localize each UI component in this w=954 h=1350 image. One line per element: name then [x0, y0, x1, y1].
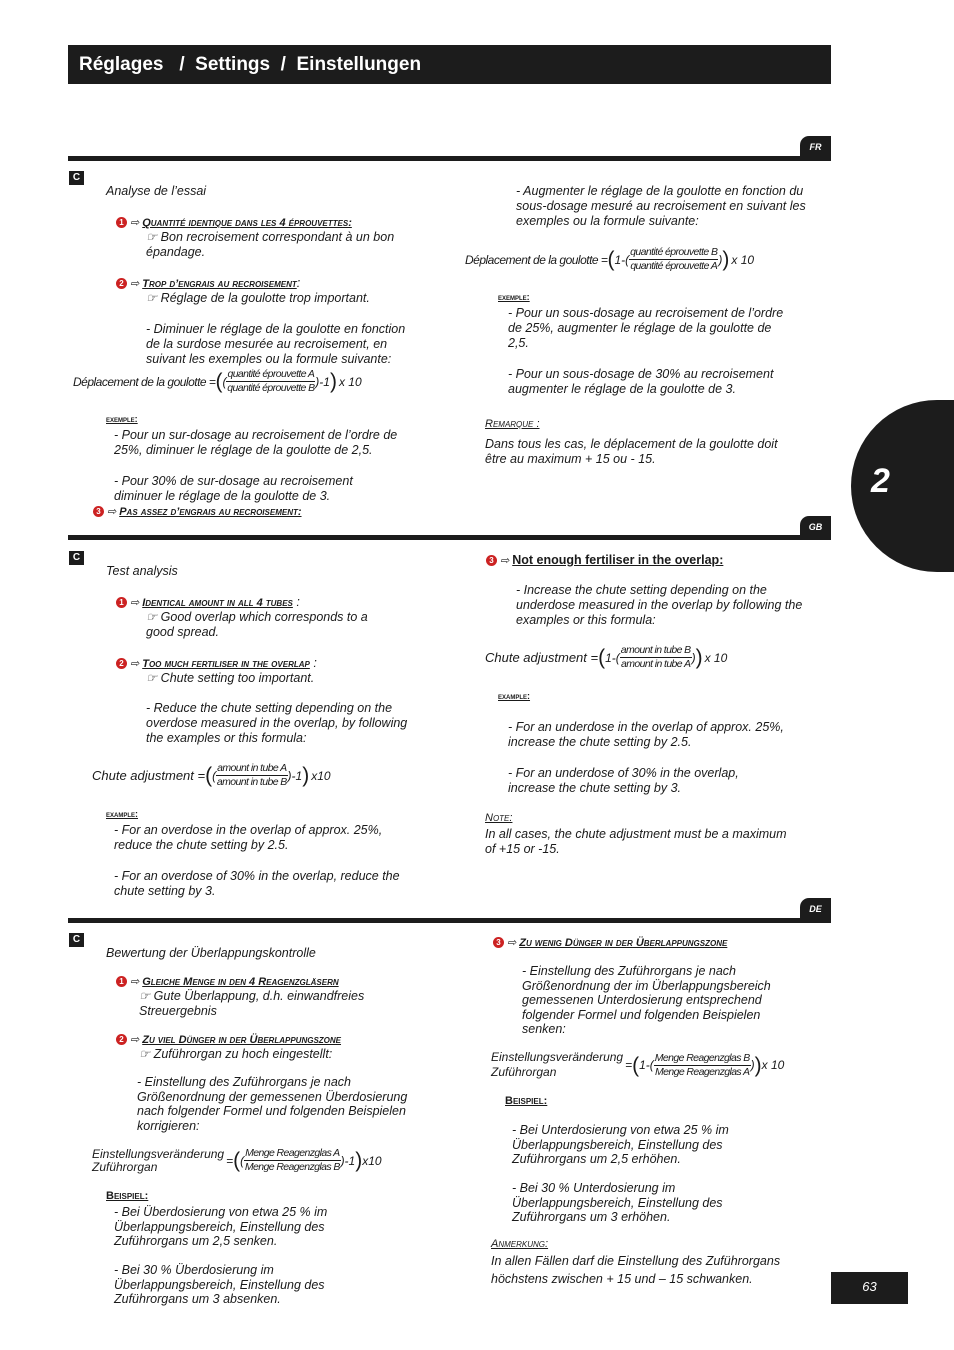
formula-prefix: 1-( [614, 252, 630, 267]
number-badge: 3 [493, 937, 504, 948]
formula-prefix: 1-( [605, 650, 620, 665]
item3-de [493, 935, 727, 951]
example2-label-gb: example: [498, 691, 531, 701]
formula-fraction [654, 1052, 751, 1079]
formula-label [92, 1148, 224, 1174]
numerator: amount in tube B [620, 644, 691, 656]
example1-de: - Bei Überdosierung von etwa 25 % im Überlappungsbereich, Einstellung des Zuführorgans um 2,5 senken. [114, 1205, 328, 1248]
item2-fr [116, 276, 300, 292]
formula-label: Chute adjustment = [485, 650, 599, 665]
formula-suffix: )-1 [315, 374, 330, 389]
numerator: Menge Reagenzglas A [245, 1147, 340, 1159]
item1-fr [116, 215, 352, 231]
item2-de [116, 1032, 341, 1048]
lang-badge-fr: FR [800, 136, 831, 158]
section-rule-de [68, 918, 831, 923]
formula-underdose-de: Einstellungsveränderung Zuführorgan = ( 1-( $\frac{\text{Menge Reagenzglas B}}{\text{Menge Reagenzglas A}}$ ) ) x 10 [491, 1050, 785, 1079]
formula-fraction [216, 762, 287, 789]
number-badge: 1 [116, 597, 127, 608]
item1-text-fr: ☞ Bon recroisement correspondant à un bon épandage. [146, 230, 395, 259]
formula-suffix: ) [718, 252, 723, 267]
item1-colon: : [292, 595, 300, 609]
note-label-fr: Remarque : [485, 418, 540, 430]
formula-underdose-gb: Chute adjustment = ( 1-( $\frac{\text{amount in tube B}}{\text{amount in tube A}}$ ) ) x 10 [485, 644, 728, 670]
numerator: quantité éprouvette A [227, 368, 315, 380]
number-badge: 3 [93, 506, 104, 517]
chapter-number: 2 [871, 462, 890, 500]
item1-de [116, 974, 339, 990]
lang-badge-de: DE [800, 898, 831, 920]
item3-para-fr: - Augmenter le réglage de la goulotte en fonction du sous-dosage mesuré au recroisement en suivant les exemples ou la formule suivante: [516, 184, 806, 228]
lang-badge-gb: GB [800, 516, 831, 538]
item2-para-de: - Einstellung des Zuführorgans je nach Größenordnung der gemessenen Überdosierung nach folgender Formel und folgenden Beispielen korrigieren: [137, 1075, 408, 1133]
formula-label [491, 1050, 623, 1080]
example4-fr: - Pour un sous-dosage de 30% au recroisement augmenter le réglage de la goulotte de 3. [508, 367, 774, 396]
formula-multiplier: x10 [311, 768, 331, 783]
item1-title: Quantité identique dans les 4 éprouvettes: [142, 217, 352, 229]
formula-label-line1: Einstellungsveränderung [491, 1050, 624, 1064]
number-badge: 2 [116, 1034, 127, 1045]
example3-de: - Bei Unterdosierung von etwa 25 % im Überlappungsbereich, Einstellung des Zuführorgans um 2,5 erhöhen. [512, 1123, 729, 1166]
item3-para-de: - Einstellung des Zuführorgans je nach Größenordnung der im Überlappungsbereich gemessenen Unterdosierung entsprechend folgender Formel und folgenden Beispielen senken: [522, 964, 771, 1036]
arrow-icon: ⇨ [130, 976, 140, 988]
denominator: quantité éprouvette A [630, 260, 718, 272]
number-badge: 2 [116, 658, 127, 669]
example3-fr: - Pour un sous-dosage au recroisement de l’ordre de 25%, augmenter le réglage de la goulotte de 2,5. [508, 306, 784, 350]
section-rule-fr [68, 156, 831, 161]
item3-title: Pas assez d’engrais au recroisement: [119, 506, 302, 518]
section-c-marker-fr: C [69, 171, 84, 185]
denominator: amount in tube A [620, 658, 691, 670]
item2-colon: : [296, 276, 301, 290]
section-c-marker-gb: C [69, 551, 84, 565]
item2-title: Too much fertiliser in the overlap [142, 658, 310, 670]
example2-de: - Bei 30 % Überdosierung im Überlappungsbereich, Einstellung des Zuführorgans um 3 absenken. [114, 1263, 325, 1306]
formula-prefix: 1-( [639, 1058, 654, 1072]
item1-title: Identical amount in all 4 tubes [142, 597, 293, 609]
formula-multiplier: x 10 [704, 650, 728, 665]
formula-equals: = [625, 1058, 633, 1072]
example4-de: - Bei 30 % Unterdosierung im Überlappungsbereich, Einstellung des Zuführorgans um 3 erhöhen. [512, 1181, 723, 1224]
formula-label: Déplacement de la goulotte = [73, 374, 216, 389]
number-badge: 1 [116, 217, 127, 228]
formula-label-line2: Zuführorgan [491, 1065, 557, 1079]
example4-gb: - For an underdose of 30% in the overlap, increase the chute setting by 3. [508, 766, 739, 795]
formula-multiplier: x 10 [731, 252, 755, 267]
example-label-de: Beispiel: [106, 1190, 149, 1202]
formula-suffix: )-1 [287, 768, 303, 783]
denominator: Menge Reagenzglas A [654, 1065, 750, 1078]
analysis-title-gb: Test analysis [106, 564, 178, 578]
page-title: Réglages / Settings / Einstellungen [79, 54, 422, 75]
formula-multiplier: x 10 [761, 1058, 785, 1072]
denominator: amount in tube B [216, 776, 287, 788]
item2-text-de: ☞ Zuführorgan zu hoch eingestellt: [139, 1047, 333, 1061]
note-text-fr: Dans tous les cas, le déplacement de la goulotte doit être au maximum + 15 ou - 15. [485, 437, 778, 466]
arrow-icon: ⇨ [130, 1034, 140, 1046]
example1-fr: - Pour un sur-dosage au recroisement de l’ordre de 25%, diminuer le réglage de la goulotte de 2,5. [114, 428, 398, 457]
formula-fraction [226, 368, 315, 395]
example-label-gb: example: [106, 809, 139, 819]
number-badge: 1 [116, 976, 127, 987]
example2-gb: - For an overdose of 30% in the overlap, reduce the chute setting by 3. [114, 869, 400, 898]
arrow-icon: ⇨ [507, 937, 517, 949]
arrow-icon: ⇨ [130, 597, 140, 609]
formula-suffix: ) [691, 650, 696, 665]
item2-gb [116, 656, 317, 672]
note-label-gb: Note: [485, 812, 513, 824]
number-badge: 3 [486, 555, 497, 566]
note-text-de: In allen Fällen darf die Einstellung des Zuführorgans höchstens zwischen + 15 und – 15 schwanken. [491, 1254, 781, 1286]
item1-text-gb: ☞ Good overlap which corresponds to a good spread. [146, 610, 368, 639]
formula-fraction [620, 644, 692, 671]
denominator: Menge Reagenzglas B [244, 1161, 340, 1173]
numerator: amount in tube A [217, 762, 287, 774]
item2-text-fr: ☞ Réglage de la goulotte trop important. [146, 291, 370, 305]
example1-gb: - For an overdose in the overlap of approx. 25%, reduce the chute setting by 2.5. [114, 823, 383, 852]
item1-gb [116, 595, 300, 611]
formula-overdose-de: Einstellungsveränderung Zuführorgan = ( ( $\frac{\text{Menge Reagenzglas A}}{\text{Menge Reagenzglas B}}$ )-1 ) x10 [92, 1146, 382, 1174]
page-number: 63 [831, 1272, 908, 1304]
section-c-marker-de: C [69, 933, 84, 947]
arrow-icon: ⇨ [130, 658, 140, 670]
item1-text-de: ☞ Gute Überlappung, d.h. einwandfreies Streuergebnis [139, 989, 365, 1018]
arrow-icon: ⇨ [130, 217, 140, 229]
numerator: Menge Reagenzglas B [654, 1051, 750, 1064]
formula-fraction [629, 246, 718, 273]
item2-para-gb: - Reduce the chute setting depending on the overdose measured in the overlap, by following the examples or this formula: [146, 701, 408, 745]
formula-prefix: ( [240, 1153, 245, 1168]
numerator: quantité éprouvette B [630, 246, 718, 258]
section-rule-gb [68, 535, 831, 540]
analysis-title-de: Bewertung der Überlappungskontrolle [106, 946, 316, 960]
formula-multiplier: x10 [362, 1153, 382, 1168]
formula-label: Chute adjustment = [92, 768, 206, 783]
item3-para-gb: - Increase the chute setting depending on the underdose measured in the overlap by following the examples or this formula: [516, 583, 803, 627]
formula-underdose-fr: Déplacement de la goulotte = ( 1-( $\frac{\text{quantité éprouvette B}}{\text{quantité éprouvette A}}$ ) ) x 10 [465, 246, 755, 272]
denominator: quantité éprouvette B [227, 382, 315, 394]
item3-gb [486, 553, 723, 569]
example3-gb: - For an underdose in the overlap of approx. 25%, increase the chute setting by 2.5. [508, 720, 784, 749]
example2-fr: - Pour 30% de sur-dosage au recroisement diminuer le réglage de la goulotte de 3. [114, 474, 353, 503]
formula-prefix: ( [212, 768, 217, 783]
formula-label-line2: Zuführorgan [92, 1159, 158, 1174]
item3-title: Zu wenig Dünger in der Überlappungszone [519, 937, 728, 949]
example2-label-fr: exemple: [498, 292, 530, 302]
analysis-title-fr: Analyse de l’essai [106, 184, 207, 198]
formula-overdose-fr: Déplacement de la goulotte = ( ( $\frac{\text{quantité éprouvette A}}{\text{quantité éprouvette B}}$ )-1 ) x 10 [73, 368, 362, 394]
item3-fr [93, 504, 302, 520]
formula-multiplier: x 10 [338, 374, 362, 389]
item2-text-gb: ☞ Chute setting too important. [146, 671, 315, 685]
item3-title: Not enough fertiliser in the overlap: [512, 553, 724, 567]
item2-title: Zu viel Dünger in der Überlappungszone [142, 1034, 342, 1046]
formula-equals: = [226, 1153, 234, 1168]
formula-suffix: )-1 [340, 1153, 356, 1168]
number-badge: 2 [116, 278, 127, 289]
chapter-tab [851, 400, 954, 572]
formula-label: Déplacement de la goulotte = [465, 252, 608, 267]
example-label-fr: exemple: [106, 414, 138, 424]
formula-overdose-gb: Chute adjustment = ( ( $\frac{\text{amount in tube A}}{\text{amount in tube B}}$ )-1 ) x10 [92, 762, 331, 788]
note-text-gb: In all cases, the chute adjustment must be a maximum of +15 or -15. [485, 827, 787, 856]
example2-label-de: Beispiel: [505, 1095, 548, 1107]
formula-prefix: ( [222, 374, 227, 389]
item2-title: Trop d’engrais au recroisement [142, 278, 297, 290]
arrow-icon: ⇨ [107, 506, 117, 518]
arrow-icon: ⇨ [130, 278, 140, 290]
item2-para-fr: - Diminuer le réglage de la goulotte en fonction de la surdose mesurée au recroisement, en suivant les exemples ou la formule suivante: [146, 322, 406, 366]
arrow-icon: ⇨ [500, 555, 510, 567]
note-label-de: Anmerkung: [491, 1238, 549, 1250]
page-header [68, 45, 831, 84]
formula-suffix: ) [750, 1058, 755, 1072]
formula-label-line1: Einstellungsveränderung [92, 1146, 225, 1161]
item2-colon: : [309, 656, 317, 670]
formula-fraction [244, 1147, 340, 1174]
item1-title: Gleiche Menge in den 4 Reagenzgläsern [142, 976, 339, 988]
